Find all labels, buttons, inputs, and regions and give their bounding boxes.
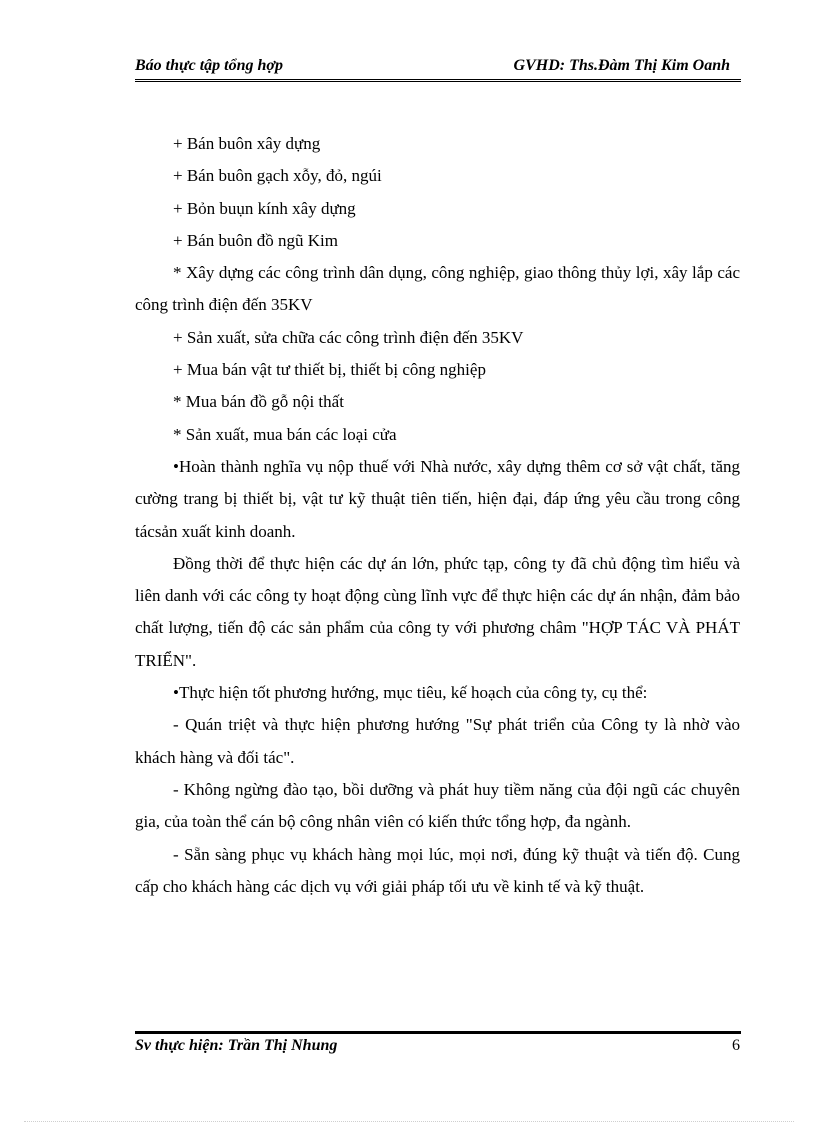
paragraph: * Xây dựng các công trình dân dụng, công nghiệp, giao thông thủy lợi, xây lắp các công trình điện đến 35KV (135, 263, 740, 315)
paragraph: + Bán buôn đồ ngũ Kim (173, 230, 338, 250)
student-name: Sv thực hiện: Trần Thị Nhung (135, 1037, 338, 1054)
paragraph: * Sản xuất, mua bán các loại cửa (173, 424, 397, 444)
page-header (135, 57, 740, 79)
page-edge (24, 1121, 794, 1122)
paragraph: * Mua bán đồ gỗ nội thất (173, 392, 344, 412)
header-rule (135, 79, 741, 82)
report-title: Báo thực tập tổng hợp (135, 57, 283, 74)
paragraph: •Hoàn thành nghĩa vụ nộp thuế với Nhà nước, xây dựng thêm cơ sở vật chất, tăng cường trang bị thiết bị, vật tư kỹ thuật tiên tiến, hiện đại, đáp ứng yêu cầu trong công tácsản xuất kinh doanh. (135, 456, 740, 541)
supervisor-name: GVHD: Ths.Đàm Thị Kim Oanh (513, 57, 730, 74)
paragraph: + Sản xuất, sửa chữa các công trình điện đến 35KV (173, 327, 524, 347)
paragraph: + Bán buôn xây dựng (173, 134, 321, 153)
footer-rule (135, 1031, 741, 1034)
paragraph: + Bỏn buụn kính xây dựng (173, 198, 356, 218)
body-text (135, 128, 740, 903)
paragraph: •Thực hiện tốt phương hướng, mục tiêu, kế hoạch của công ty, cụ thể: (173, 683, 648, 703)
paragraph: - Quán triệt và thực hiện phương hướng "Sự phát triển của Công ty là nhờ vào khách hàng và đối tác". (135, 715, 740, 767)
paragraph: - Sẵn sàng phục vụ khách hàng mọi lúc, mọi nơi, đúng kỹ thuật và tiến độ. Cung cấp cho khách hàng các dịch vụ với giải pháp tối ưu về kinh tế và kỹ thuật. (135, 844, 740, 896)
paragraph: Đồng thời để thực hiện các dự án lớn, phức tạp, công ty đã chủ động tìm hiểu và liên danh với các công ty hoạt động cùng lĩnh vực để thực hiện các dự án nhận, đảm bảo chất lượng, tiến độ các sản phẩm của công ty với phương châm "HỢP TÁC VÀ PHÁT TRIỂN". (135, 553, 740, 670)
paragraph: - Không ngừng đào tạo, bồi dưỡng và phát huy tiềm năng của đội ngũ các chuyên gia, của toàn thể cán bộ công nhân viên có kiến thức tổng hợp, đa ngành. (135, 779, 740, 832)
paragraph: + Bán buôn gạch xỗy, đỏ, ngúi (173, 166, 382, 186)
page-footer (135, 1037, 740, 1059)
page-number: 6 (732, 1037, 740, 1054)
paragraph: + Mua bán vật tư thiết bị, thiết bị công nghiệp (173, 360, 486, 380)
